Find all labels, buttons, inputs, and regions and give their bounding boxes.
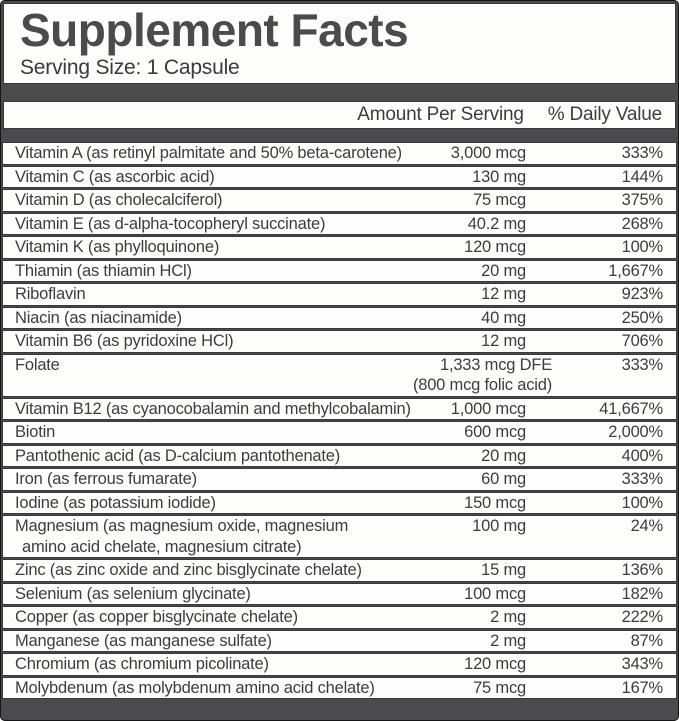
daily-value-percent: 1,667% — [608, 261, 663, 280]
nutrient-name — [3, 607, 298, 628]
page-title: Supplement Facts — [20, 4, 409, 56]
daily-value-percent: 333% — [621, 470, 663, 488]
nutrient-name — [3, 446, 340, 467]
nutrient-name — [3, 678, 375, 699]
daily-value-percent: 268% — [621, 214, 663, 233]
amount-value-line1: 12 mg — [481, 332, 526, 350]
table-row — [3, 331, 676, 352]
nutrient-name-line1: Molybdenum (as molybdenum amino acid chelate) — [15, 678, 375, 697]
nutrient-name-line1: Vitamin K (as phylloquinone) — [15, 238, 220, 256]
amount-per-serving-value — [222, 190, 526, 211]
nutrient-name-line1: Folate — [15, 355, 60, 374]
nutrient-name — [3, 560, 362, 581]
amount-per-serving-value — [272, 631, 526, 652]
amount-value-line1: 2 mg — [490, 631, 526, 650]
nutrient-name — [3, 167, 215, 188]
nutrient-name-line1: Vitamin D (as cholecalciferol) — [15, 191, 223, 209]
amount-per-serving-value — [362, 560, 526, 581]
daily-value-percent: 706% — [621, 332, 663, 350]
amount-per-serving-value — [325, 214, 526, 235]
daily-value-percent: 24% — [630, 517, 663, 535]
table-row — [3, 261, 676, 282]
amount-per-serving-value — [215, 167, 527, 188]
amount-value-line1: 120 mcg — [464, 238, 526, 256]
nutrient-name-line1: Magnesium (as magnesium oxide, magnesium — [15, 517, 349, 535]
table-row — [3, 469, 676, 490]
amount-value-line1: 2 mg — [490, 608, 526, 626]
daily-value-percent: 923% — [621, 285, 663, 303]
nutrient-name — [3, 584, 251, 605]
table-row — [3, 560, 676, 581]
column-header-row — [3, 101, 676, 129]
amount-per-serving-header: Amount Per Serving — [357, 104, 524, 125]
amount-per-serving-value — [216, 493, 526, 514]
daily-value-percent: 144% — [621, 167, 663, 186]
nutrient-name-line1: Copper (as copper bisglycinate chelate) — [15, 608, 298, 626]
title-panel — [3, 3, 676, 84]
amount-two-line-block — [86, 355, 552, 396]
amount-value-line1: 12 mg — [481, 285, 526, 303]
nutrient-table — [3, 143, 676, 698]
amount-value-line1: 40.2 mg — [467, 214, 526, 233]
amount-value-line1: 75 mcg — [473, 678, 526, 697]
daily-value-percent: 333% — [621, 144, 663, 162]
nutrient-name — [3, 422, 55, 443]
nutrient-name — [3, 261, 192, 282]
daily-value-percent: 41,667% — [599, 399, 663, 418]
amount-value-line1: 100 mcg — [464, 584, 526, 603]
daily-value-percent: 343% — [621, 655, 663, 673]
daily-value-percent: 87% — [630, 631, 663, 650]
nutrient-name — [3, 516, 348, 557]
daily-value-percent: 100% — [621, 238, 663, 256]
amount-value-line1: 40 mg — [481, 308, 526, 327]
table-row — [3, 399, 676, 420]
nutrient-name — [3, 214, 325, 235]
amount-value-line1: 100 mg — [472, 517, 526, 535]
serving-size-text: Serving Size: 1 Capsule — [20, 56, 240, 79]
amount-value-line1: 150 mcg — [464, 493, 526, 512]
amount-value-line1: 1,333 mcg DFE — [439, 355, 552, 374]
table-row — [3, 654, 676, 675]
nutrient-name-line1: Thiamin (as thiamin HCl) — [15, 261, 192, 280]
nutrient-name-line2: amino acid chelate, magnesium citrate) — [22, 537, 302, 556]
table-row — [3, 143, 676, 164]
table-row — [3, 167, 676, 188]
amount-per-serving-value — [298, 607, 526, 628]
nutrient-name — [3, 469, 197, 490]
amount-per-serving-value — [55, 422, 526, 443]
nutrient-name — [3, 284, 85, 305]
table-row — [3, 446, 676, 467]
nutrient-name — [3, 237, 219, 258]
amount-per-serving-value — [340, 446, 526, 467]
daily-value-percent: 2,000% — [608, 423, 663, 441]
table-row — [3, 678, 676, 699]
nutrient-name-line1: Iron (as ferrous fumarate) — [15, 470, 197, 488]
amount-value-line1: 1,000 mcg — [450, 399, 526, 418]
nutrient-name — [3, 654, 269, 675]
table-row — [3, 631, 676, 652]
amount-per-serving-value — [197, 469, 526, 490]
amount-value-line1: 3,000 mcg — [450, 144, 526, 162]
amount-value-line1: 20 mg — [481, 446, 526, 465]
nutrient-name-line1: Riboflavin — [15, 285, 86, 303]
table-row — [3, 493, 676, 514]
daily-value-percent: 333% — [621, 355, 663, 374]
daily-value-header: % Daily Value — [547, 104, 662, 125]
daily-value-percent: 100% — [621, 493, 663, 512]
nutrient-name-line1: Niacin (as niacinamide) — [15, 308, 182, 327]
nutrient-name-line1: Manganese (as manganese sulfate) — [15, 631, 272, 650]
nutrient-name-line1: Selenium (as selenium glycinate) — [15, 584, 251, 603]
amount-per-serving-value — [192, 261, 526, 282]
nutrient-name — [3, 308, 182, 329]
amount-per-serving-value — [219, 237, 526, 258]
table-row — [3, 214, 676, 235]
amount-value-line1: 130 mg — [472, 167, 526, 186]
amount-per-serving-value — [60, 355, 552, 396]
daily-value-percent: 375% — [621, 191, 663, 209]
nutrient-name-line1: Vitamin B12 (as cyanocobalamin and methylcobalamin) — [15, 399, 411, 418]
daily-value-percent: 136% — [621, 561, 663, 579]
amount-per-serving-value — [85, 284, 526, 305]
daily-value-percent: 400% — [621, 446, 663, 465]
nutrient-name-line1: Iodine (as potassium iodide) — [15, 493, 216, 512]
nutrient-name — [3, 399, 411, 420]
amount-per-serving-value — [251, 584, 526, 605]
amount-value-line1: 75 mcg — [473, 191, 526, 209]
table-row — [3, 355, 676, 396]
nutrient-name — [3, 331, 233, 352]
nutrient-name — [3, 143, 402, 164]
amount-per-serving-value — [182, 308, 526, 329]
amount-per-serving-value — [375, 678, 526, 699]
nutrient-name-line1: Vitamin C (as ascorbic acid) — [15, 167, 215, 186]
nutrient-name-line1: Vitamin E (as d-alpha-tocopheryl succinate) — [15, 214, 326, 233]
amount-per-serving-value — [233, 331, 526, 352]
table-row — [3, 422, 676, 443]
amount-value-line1: 60 mg — [481, 470, 526, 488]
amount-per-serving-value — [402, 143, 526, 164]
daily-value-percent: 182% — [621, 584, 663, 603]
nutrient-name-line1: Pantothenic acid (as D-calcium pantothenate) — [15, 446, 341, 465]
nutrient-name — [3, 493, 216, 514]
table-row — [3, 308, 676, 329]
amount-per-serving-value — [269, 654, 526, 675]
table-row — [3, 607, 676, 628]
amount-value-line1: 600 mcg — [464, 423, 526, 441]
nutrient-name-line1: Zinc (as zinc oxide and zinc bisglycinate chelate) — [15, 561, 362, 579]
nutrient-name-line1: Vitamin B6 (as pyridoxine HCl) — [15, 332, 234, 350]
table-row — [3, 237, 676, 258]
nutrient-name-line1: Vitamin A (as retinyl palmitate and 50% beta-carotene) — [15, 144, 402, 162]
amount-per-serving-value — [411, 399, 526, 420]
table-row — [3, 584, 676, 605]
nutrient-name-line1: Biotin — [15, 423, 56, 441]
nutrient-name — [3, 631, 272, 652]
amount-value-line1: 15 mg — [481, 561, 526, 579]
daily-value-percent: 167% — [621, 678, 663, 697]
table-row — [3, 284, 676, 305]
amount-per-serving-value — [348, 516, 526, 537]
amount-value-line1: 20 mg — [481, 261, 526, 280]
table-row — [3, 190, 676, 211]
amount-value-line2: (800 mcg folic acid) — [412, 376, 552, 394]
amount-value-line1: 120 mcg — [464, 655, 526, 673]
daily-value-percent: 250% — [621, 308, 663, 327]
daily-value-percent: 222% — [621, 608, 663, 626]
nutrient-name — [3, 190, 222, 211]
nutrient-name — [3, 355, 60, 376]
table-row — [3, 516, 676, 557]
nutrient-name-line1: Chromium (as chromium picolinate) — [15, 655, 269, 673]
